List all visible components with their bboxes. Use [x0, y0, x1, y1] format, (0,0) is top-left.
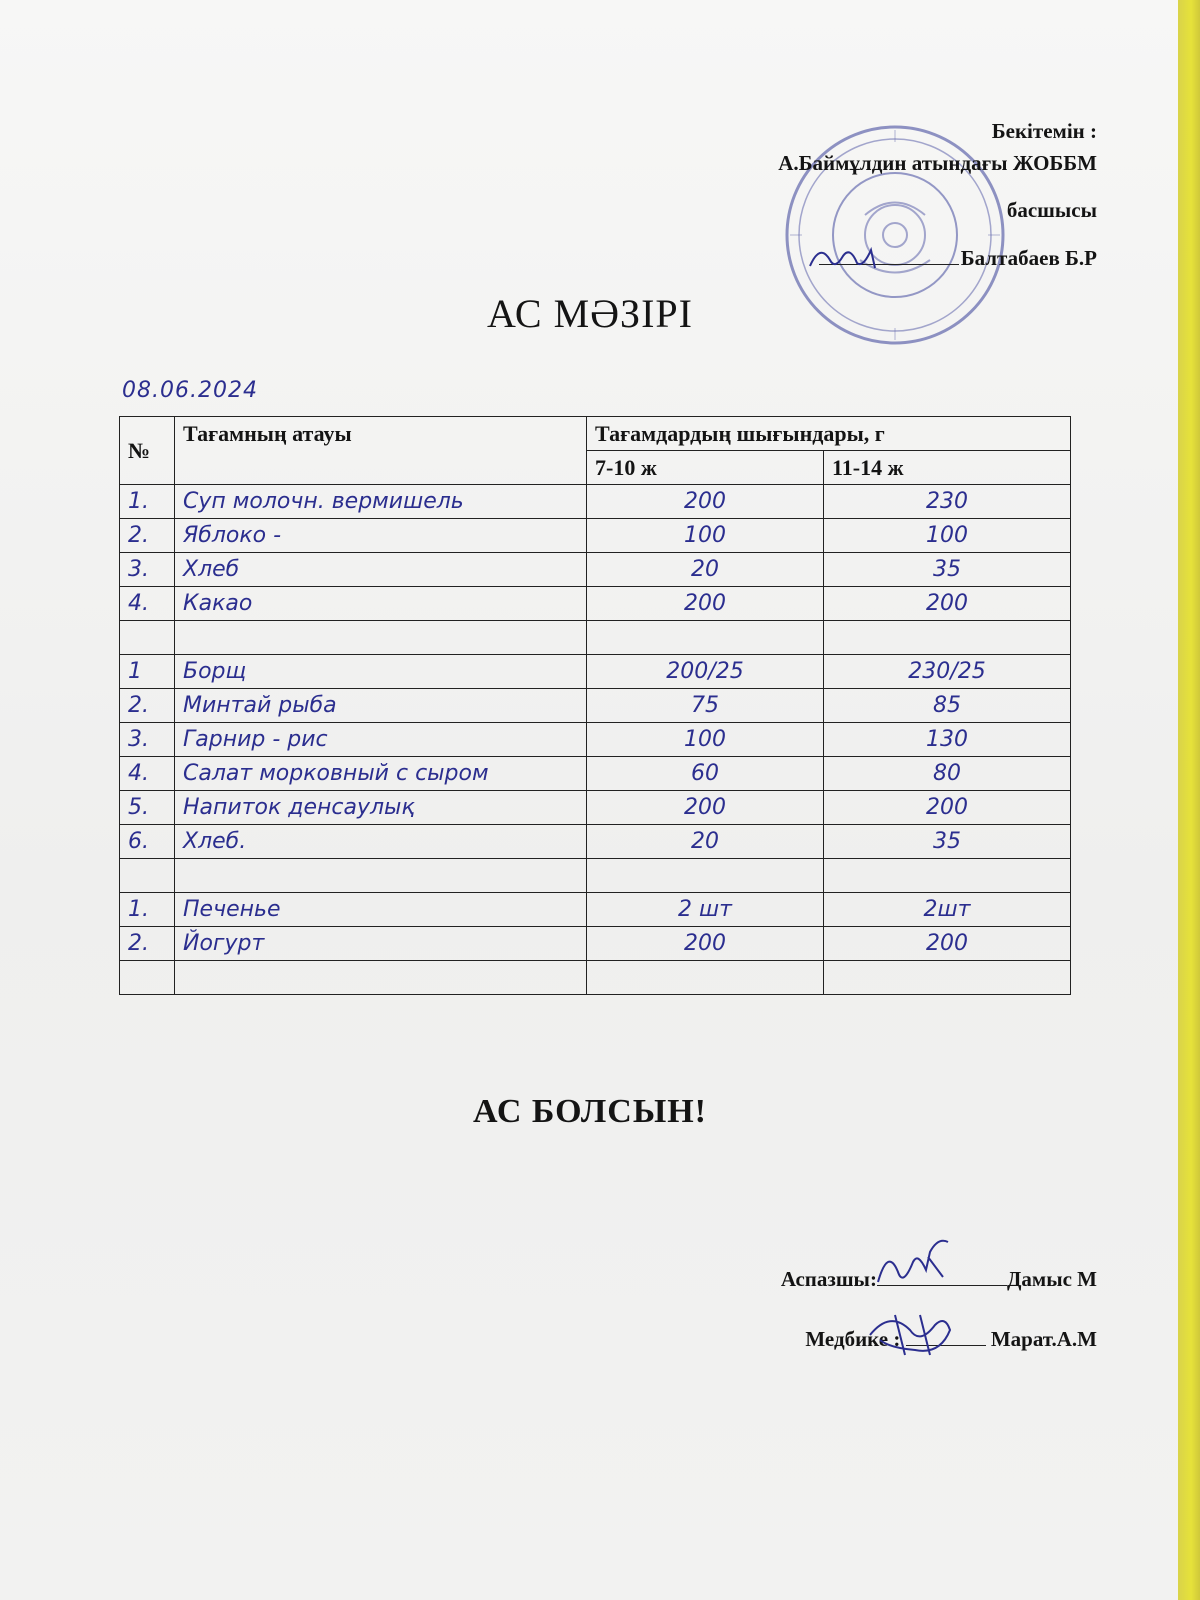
portion-11-14: 35: [824, 553, 1071, 587]
portion-11-14: 85: [824, 689, 1071, 723]
portion-7-10: 200/25: [587, 655, 824, 689]
row-number: 4.: [120, 587, 175, 621]
nurse-signature: [860, 1300, 960, 1370]
dish-name: Йогурт: [175, 927, 587, 961]
cook-signature: [868, 1232, 958, 1302]
dish-name: Какао: [175, 587, 587, 621]
portion-11-14: 130: [824, 723, 1071, 757]
header-dish-name: Тағамның атауы: [175, 417, 587, 485]
dish-name: [175, 621, 587, 655]
row-number: [120, 621, 175, 655]
table-row: [120, 723, 1071, 757]
row-number: [120, 859, 175, 893]
portion-7-10: 60: [587, 757, 824, 791]
row-number: 1.: [120, 893, 175, 927]
portion-7-10: 100: [587, 519, 824, 553]
table-row: [120, 655, 1071, 689]
row-number: 1.: [120, 485, 175, 519]
table-row: [120, 553, 1071, 587]
dish-name: [175, 859, 587, 893]
portion-11-14: 200: [824, 791, 1071, 825]
menu-table: [119, 416, 1071, 995]
portion-7-10: [587, 859, 824, 893]
portion-11-14: 200: [824, 927, 1071, 961]
portion-11-14: 230/25: [824, 655, 1071, 689]
dish-name: Печенье: [175, 893, 587, 927]
menu-table-body: [120, 485, 1071, 995]
header-age-7-10: 7-10 ж: [587, 451, 824, 485]
row-number: 3.: [120, 723, 175, 757]
row-number: 2.: [120, 927, 175, 961]
row-number: 4.: [120, 757, 175, 791]
closing-greeting: АС БОЛСЫН!: [473, 1093, 707, 1130]
table-row: [120, 825, 1071, 859]
row-number: 1: [120, 655, 175, 689]
portion-11-14: [824, 859, 1071, 893]
director-name: Балтабаев Б.Р: [960, 245, 1097, 270]
row-number: 6.: [120, 825, 175, 859]
portion-11-14: 35: [824, 825, 1071, 859]
table-row: [120, 519, 1071, 553]
dish-name: Минтай рыба: [175, 689, 587, 723]
dish-name: [175, 961, 587, 995]
portion-7-10: 75: [587, 689, 824, 723]
row-number: 2.: [120, 689, 175, 723]
table-row: [120, 621, 1071, 655]
cook-label: Аспазшы:: [780, 1267, 877, 1291]
portion-7-10: 100: [587, 723, 824, 757]
nurse-label: Медбике :: [805, 1327, 901, 1351]
approval-heading: Бекітемін :: [991, 119, 1097, 143]
header-num: №: [120, 417, 175, 485]
background-edge: [1178, 0, 1200, 1600]
dish-name: Хлеб.: [175, 825, 587, 859]
dish-name: Яблоко -: [175, 519, 587, 553]
portion-7-10: 200: [587, 791, 824, 825]
portion-11-14: [824, 621, 1071, 655]
table-row: [120, 859, 1071, 893]
portion-7-10: 200: [587, 587, 824, 621]
portion-7-10: 200: [587, 927, 824, 961]
portion-7-10: [587, 621, 824, 655]
table-row: [120, 893, 1071, 927]
dish-name: Салат морковный с сыром: [175, 757, 587, 791]
row-number: 5.: [120, 791, 175, 825]
portion-11-14: 200: [824, 587, 1071, 621]
portion-7-10: 200: [587, 485, 824, 519]
table-row: [120, 927, 1071, 961]
table-row: [120, 961, 1071, 995]
table-row: [120, 757, 1071, 791]
dish-name: Борщ: [175, 655, 587, 689]
position-title: басшысы: [1006, 198, 1097, 222]
menu-date: 08.06.2024: [122, 378, 258, 403]
table-row: [120, 485, 1071, 519]
dish-name: Гарнир - рис: [175, 723, 587, 757]
table-row: [120, 587, 1071, 621]
dish-name: Хлеб: [175, 553, 587, 587]
portion-11-14: 230: [824, 485, 1071, 519]
portion-7-10: 20: [587, 553, 824, 587]
portion-7-10: [587, 961, 824, 995]
portion-11-14: [824, 961, 1071, 995]
portion-7-10: 20: [587, 825, 824, 859]
row-number: 2.: [120, 519, 175, 553]
portion-11-14: 80: [824, 757, 1071, 791]
row-number: 3.: [120, 553, 175, 587]
portion-11-14: 2шт: [824, 893, 1071, 927]
school-name: А.Баймұлдин атындағы ЖОББМ: [778, 150, 1097, 175]
table-row: [120, 791, 1071, 825]
table-row: [120, 689, 1071, 723]
portion-11-14: 100: [824, 519, 1071, 553]
nurse-name: Марат.А.М: [990, 1327, 1097, 1351]
cook-name: Дамыс М: [1006, 1267, 1097, 1291]
header-age-11-14: 11-14 ж: [824, 451, 1071, 485]
page-title: АС МӘЗІРІ: [487, 291, 693, 336]
row-number: [120, 961, 175, 995]
portion-7-10: 2 шт: [587, 893, 824, 927]
header-portions: Тағамдардың шығындары, г: [587, 417, 1071, 451]
dish-name: Напиток денсаулық: [175, 791, 587, 825]
director-signature: [805, 238, 885, 278]
dish-name: Суп молочн. вермишель: [175, 485, 587, 519]
